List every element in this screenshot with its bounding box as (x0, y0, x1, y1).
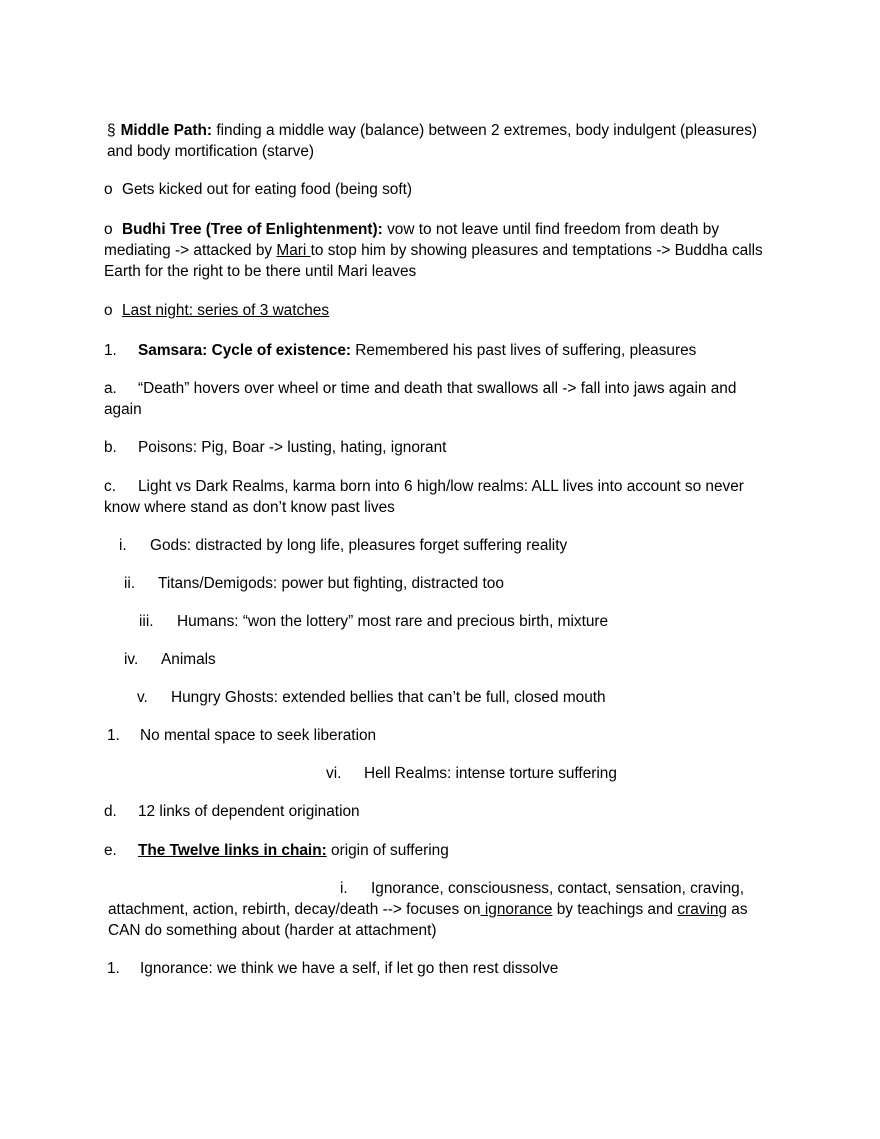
ignorance-list-paragraph (108, 878, 776, 941)
titans-paragraph (124, 573, 796, 594)
realms-paragraph (104, 476, 776, 518)
ignorance-underlined: ignorance (480, 901, 553, 918)
craving-underlined: craving (677, 901, 727, 918)
list-marker: d. (104, 803, 117, 820)
middle-path-paragraph (107, 120, 779, 162)
list-marker: i. (119, 537, 127, 554)
ignorance-list-text-mid: by teachings and (552, 901, 678, 918)
budhi-tree-text: vow to not leave until find freedom from death by mediating -> attacked by (104, 221, 720, 259)
middle-path-term: Middle Path: (120, 122, 213, 139)
death-paragraph (104, 378, 769, 420)
bullet-marker: o (104, 302, 113, 319)
budhi-tree-paragraph (104, 219, 764, 282)
poisons-text: Poisons: Pig, Boar -> lusting, hating, ignorant (138, 439, 447, 456)
samsara-term: Samsara: Cycle of existence: (138, 342, 352, 359)
gods-paragraph (119, 535, 791, 556)
section-marker: § (107, 122, 116, 139)
realms-text: Light vs Dark Realms, karma born into 6 high/low realms: ALL lives into account so never know where stand as don’t know past lives (104, 478, 744, 516)
twelve-links-paragraph (104, 801, 776, 822)
ignorance-list-text-end: as CAN do something about (harder at attachment) (108, 901, 748, 939)
death-text: “Death” hovers over wheel or time and death that swallows all -> fall into jaws again and again (104, 380, 737, 418)
list-marker: b. (104, 439, 117, 456)
humans-paragraph (139, 611, 811, 632)
list-marker: vi. (326, 765, 342, 782)
list-marker: iv. (124, 651, 139, 668)
hungry-ghosts-paragraph (137, 687, 809, 708)
middle-path-text: finding a middle way (balance) between 2 extremes, body indulgent (pleasures) and body mortification (starve) (107, 122, 758, 160)
list-marker: c. (104, 478, 116, 495)
titans-text: Titans/Demigods: power but fighting, distracted too (158, 575, 504, 592)
poisons-paragraph (104, 437, 776, 458)
kicked-out-paragraph (104, 179, 776, 200)
animals-paragraph (124, 649, 796, 670)
hell-realms-text: Hell Realms: intense torture suffering (364, 765, 617, 782)
list-marker: 1. (107, 727, 120, 744)
samsara-text: Remembered his past lives of suffering, pleasures (351, 342, 697, 359)
chain-term: The Twelve links in chain: (138, 842, 327, 859)
twelve-links-text: 12 links of dependent origination (138, 803, 360, 820)
ignorance-list-text: Ignorance, consciousness, contact, sensation, craving, attachment, action, rebirth, decay/death --> focuses on (108, 880, 745, 918)
list-marker: 1. (107, 960, 120, 977)
last-night-text: Last night: series of 3 watches (122, 302, 330, 319)
list-marker: i. (340, 880, 348, 897)
list-marker: iii. (139, 613, 154, 630)
list-marker: e. (104, 842, 117, 859)
budhi-tree-text-end: to stop him by showing pleasures and temptations -> Buddha calls Earth for the right to be there until Mari leaves (104, 242, 763, 280)
bullet-marker: o (104, 181, 113, 198)
samsara-paragraph (104, 340, 776, 361)
list-marker: ii. (124, 575, 136, 592)
bullet-marker: o (104, 221, 113, 238)
chain-text: origin of suffering (326, 842, 449, 859)
last-night-paragraph (104, 300, 776, 321)
mari-underlined: Mari (276, 242, 311, 259)
ignorance-self-text: Ignorance: we think we have a self, if let go then rest dissolve (140, 960, 559, 977)
no-mental-space-text: No mental space to seek liberation (140, 727, 377, 744)
list-marker: 1. (104, 342, 117, 359)
list-marker: v. (137, 689, 148, 706)
gods-text: Gods: distracted by long life, pleasures forget suffering reality (150, 537, 568, 554)
no-mental-space-paragraph (107, 725, 779, 746)
chain-paragraph (104, 840, 776, 861)
kicked-out-text: Gets kicked out for eating food (being soft) (122, 181, 413, 198)
humans-text: Humans: “won the lottery” most rare and precious birth, mixture (177, 613, 609, 630)
hell-realms-paragraph (326, 763, 746, 784)
budhi-tree-term: Budhi Tree (Tree of Enlightenment): (122, 221, 383, 238)
ignorance-self-paragraph (107, 958, 779, 979)
hungry-ghosts-text: Hungry Ghosts: extended bellies that can’t be full, closed mouth (171, 689, 606, 706)
animals-text: Animals (161, 651, 216, 668)
list-marker: a. (104, 380, 117, 397)
